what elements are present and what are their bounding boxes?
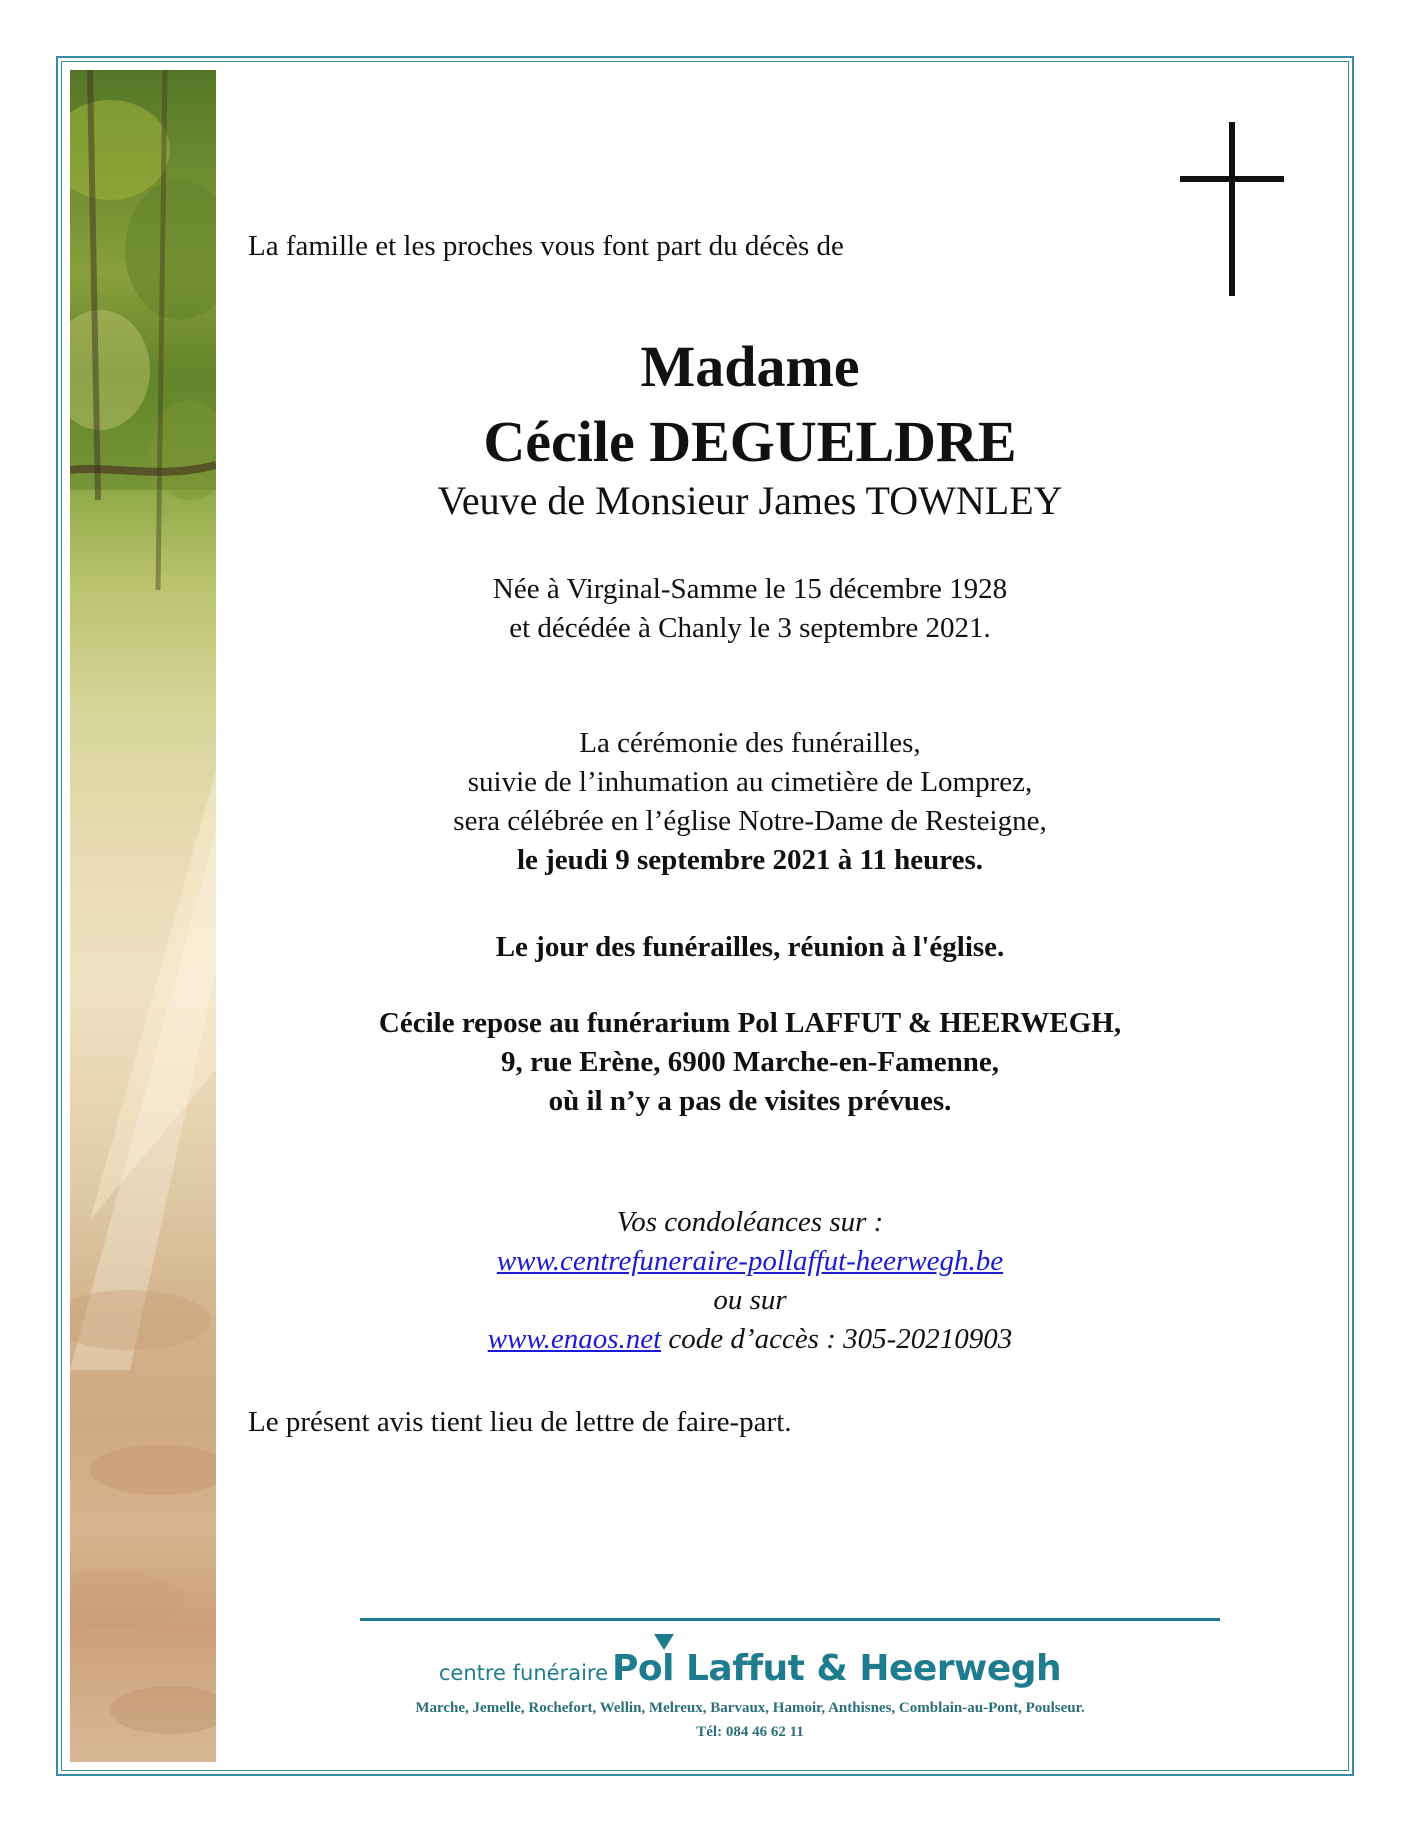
widow-line: Veuve de Monsieur James TOWNLEY bbox=[437, 478, 1063, 523]
ceremony-block bbox=[300, 724, 1200, 880]
footer-divider bbox=[360, 1618, 1220, 1621]
forest-path-photo bbox=[70, 70, 216, 1762]
forest-path-illustration bbox=[70, 70, 216, 1762]
condolences-block bbox=[300, 1203, 1200, 1359]
access-code: code d’accès : 305-20210903 bbox=[668, 1323, 1013, 1355]
logo-prefix: centre funéraire bbox=[438, 1661, 608, 1685]
funeral-center-logo bbox=[300, 1648, 1200, 1689]
condolences-link-enaos[interactable]: www.enaos.net bbox=[487, 1323, 662, 1355]
birth-death-block bbox=[300, 570, 1200, 648]
ceremony-line-1: La cérémonie des funérailles, bbox=[579, 727, 921, 759]
footer-towns: Marche, Jemelle, Rochefort, Wellin, Melreux, Barvaux, Hamoir, Anthisnes, Comblain-au-Pont, Poulseur. bbox=[415, 1700, 1085, 1716]
page-frame-inner bbox=[61, 61, 1349, 1771]
rest-line-2: 9, rue Erène, 6900 Marche-en-Famenne, bbox=[501, 1046, 999, 1078]
deceased-title: Madame bbox=[640, 334, 860, 399]
meeting-line: Le jour des funérailles, réunion à l'église. bbox=[495, 931, 1005, 963]
birth-line: Née à Virginal-Samme le 15 décembre 1928 bbox=[492, 573, 1008, 605]
ceremony-date: le jeudi 9 septembre 2021 à 11 heures. bbox=[516, 844, 984, 876]
condolences-or: ou sur bbox=[713, 1284, 787, 1316]
rest-block bbox=[300, 1004, 1200, 1121]
condolences-heading: Vos condoléances sur : bbox=[616, 1206, 884, 1238]
deceased-name: Cécile DEGUELDRE bbox=[483, 409, 1017, 474]
condolences-link-funeral-center[interactable]: www.centrefuneraire-pollaffut-heerwegh.be bbox=[496, 1245, 1004, 1277]
rest-line-3: où il n’y a pas de visites prévues. bbox=[548, 1085, 952, 1117]
rest-line-1: Cécile repose au funérarium Pol LAFFUT & HEERWEGH, bbox=[378, 1007, 1122, 1039]
closing-note: Le présent avis tient lieu de lettre de faire-part. bbox=[248, 1406, 792, 1438]
death-line: et décédée à Chanly le 3 septembre 2021. bbox=[509, 612, 991, 644]
intro-text: La famille et les proches vous font part du décès de bbox=[248, 230, 844, 262]
cross-icon bbox=[1180, 122, 1284, 296]
ceremony-line-2: suivie de l’inhumation au cimetière de Lomprez, bbox=[467, 766, 1033, 798]
footer-phone: Tél: 084 46 62 11 bbox=[696, 1724, 804, 1740]
logo-brand: Pol Laffut & Heerwegh bbox=[612, 1648, 1062, 1689]
ceremony-line-3: sera célébrée en l’église Notre-Dame de Resteigne, bbox=[453, 805, 1047, 837]
